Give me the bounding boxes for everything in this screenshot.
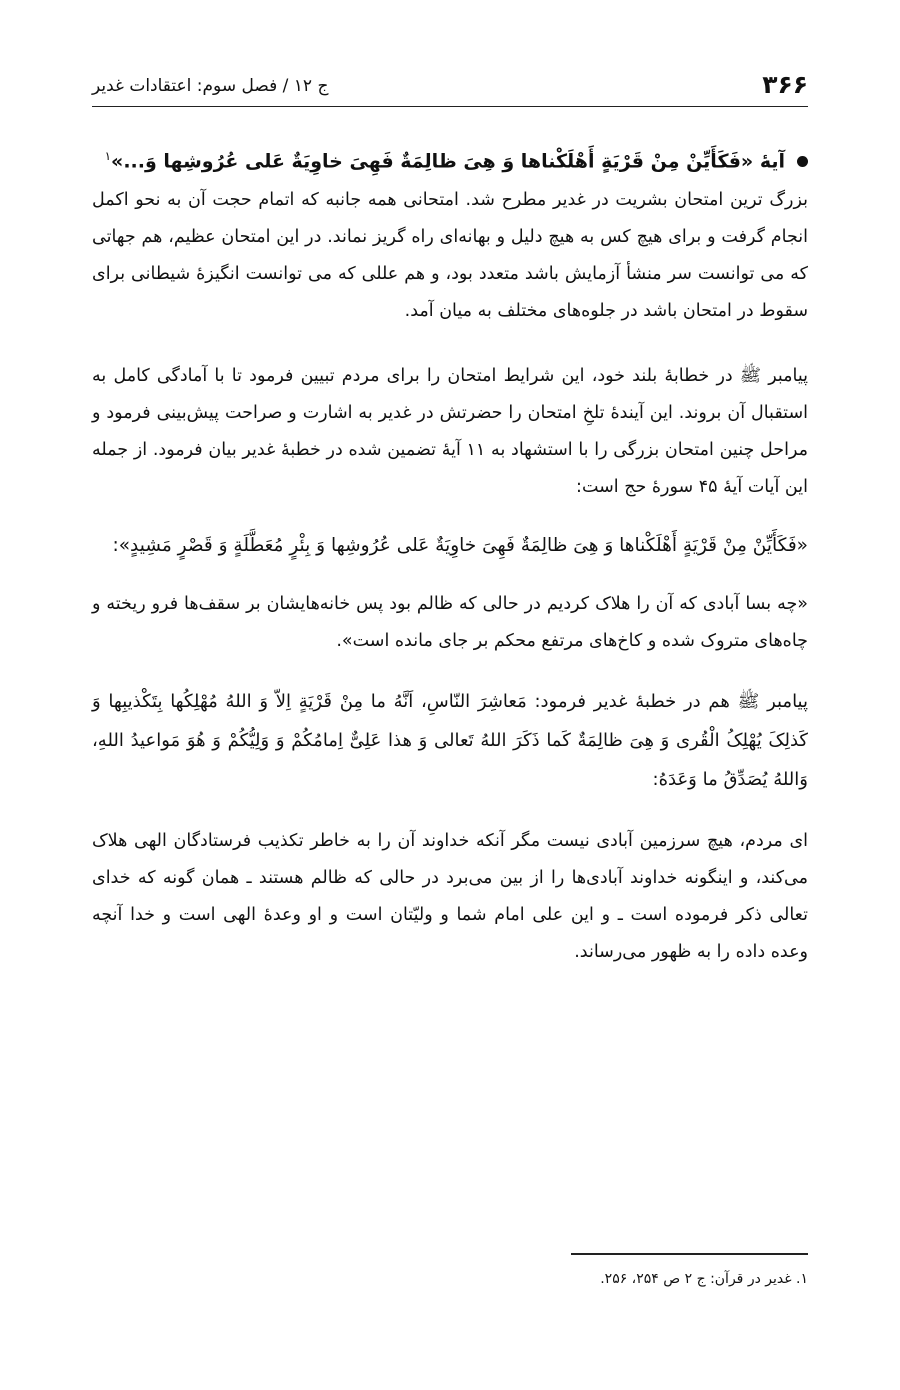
paragraph-prophet-sermon: پیامبر ﷺ در خطابهٔ بلند خود، این شرایط امتحان را برای مردم تبیین فرمود تا با آمادگی کامل به استقبال آن بروند. این آیندهٔ تلخِ امتحان را حضرتش در غدیر به اشارت و صراحت پیش‌بینی فرمود و مراحل چنین امتحان بزرگی را با استشهاد به ۱۱ آیهٔ تضمین شده در خطبهٔ غدیر بیان فرمود. از جمله این آیات آیهٔ ۴۵ سورهٔ حج است:: [92, 366, 808, 498]
book-page: [92, 0, 808, 1390]
footnote-divider: [571, 1253, 808, 1255]
sermon-quote: پیامبر ﷺ هم در خطبهٔ غدیر فرمود: مَعاشِرَ النّاسِ، اَنَّهُ ما مِنْ قَرْیَةٍ اِلاّ وَ اللهُ مُهْلِکُها بِتَکْذیبِها وَ کَذلِکَ یُهْلِکُ الْقُری وَ هِیَ ظالِمَةٌ کَما ذَکَرَ اللهُ تَعالی وَ هذا عَلِیٌّ اِمامُکُمْ وَ وَلِیُّکُمْ وَ هُوَ مَواعیدُ اللهِ، وَاللهُ یُصَدِّقُ ما وَعَدَهُ:: [92, 691, 808, 791]
footnote-reference[interactable]: ۱: [104, 149, 112, 163]
page-body: [92, 135, 808, 971]
page-header: [92, 66, 808, 107]
running-title: ج ۱۲ / فصل سوم: اعتقادات غدیر: [92, 76, 329, 96]
paragraph-intro: بزرگ ترین امتحان بشریت در غدیر مطرح شد. امتحانی همه جانبه که اتمام حجت آن به نحو اکمل انجام گرفت و برای هیچ کس به هیچ دلیل و بهانه‌ای راه گریز نماند. در این امتحان عظیم، هم جهاتی که می توانست سر منشأ آزمایش باشد متعدد بود، و هم عللی که می توانست انگیزهٔ شیطانی برای سقوط در امتحان باشد در جلوه‌های مختلف به میان آمد.: [92, 190, 808, 322]
footnote: ۱. غدیر در قرآن: ج ۲ ص ۲۵۴، ۲۵۶.: [600, 1271, 808, 1287]
section-heading-text: آیهٔ «فَکَأَیِّنْ مِنْ قَرْیَةٍ أَهْلَکْناها وَ هِیَ ظالِمَةٌ فَهِیَ خاوِیَةٌ عَلی عُرُوشِها وَ...»: [111, 150, 785, 173]
sermon-translation: ای مردم، هیچ سرزمین آبادی نیست مگر آنکه خداوند آن را به خاطر تکذیب فرستادگان الهی هلاک می‌کند، و اینگونه خداوند آبادی‌ها را از بین می‌برد در حالی که ظالم هستند ـ همان گونه که خدای تعالی ذکر فرموده است ـ و این علی امام شما و ولیّتان است و او وعدهٔ الهی است و خدا آنچه وعده داده را به ظهور می‌رساند.: [92, 831, 808, 963]
bullet-icon: [797, 156, 808, 167]
page-number: ۳۶۶: [762, 70, 808, 99]
section-heading: [92, 135, 808, 182]
verse-translation: «چه بسا آبادی که آن را هلاک کردیم در حالی که ظالم بود پس خانه‌هایشان بر سقف‌ها فرو ریخته و چاه‌های متروک شده و کاخ‌های مرتفع محکم بر جای مانده است».: [92, 594, 808, 652]
quran-verse: «فَکَأَیِّنْ مِنْ قَرْیَةٍ أَهْلَکْناها وَ هِیَ ظالِمَةٌ فَهِیَ خاوِیَةٌ عَلی عُرُوشِها وَ بِئْرٍ مُعَطَّلَةٍ وَ قَصْرٍ مَشِیدٍ»:: [112, 535, 808, 557]
